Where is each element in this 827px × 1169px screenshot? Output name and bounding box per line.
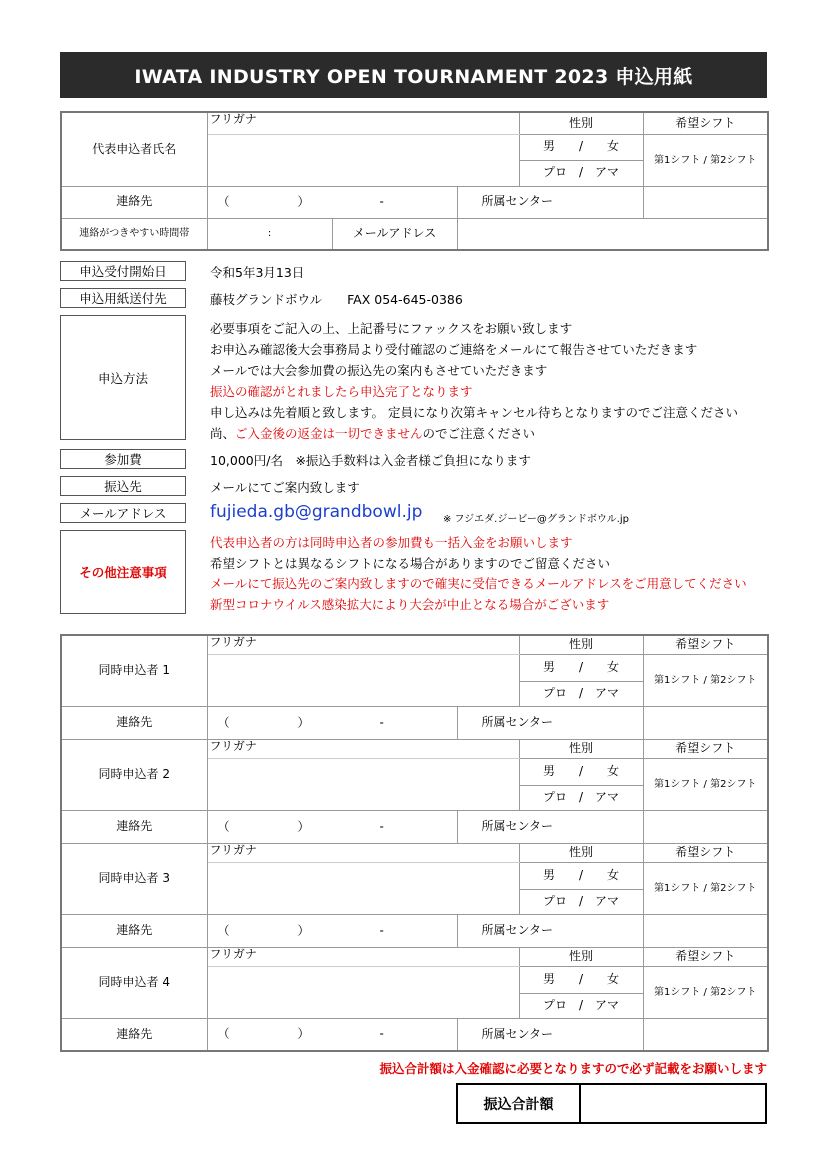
transfer-value: メールにてご案内致します (210, 480, 360, 495)
fee-value: 10,000円/名 ※振込手数料は入金者様ご負担になります (210, 453, 531, 468)
contact-label: 連絡先 (61, 810, 207, 843)
footer-notice: 振込合計額は入金確認に必要となりますので必ず記載をお願いします (379, 1061, 767, 1076)
phone-open: （ (217, 714, 230, 729)
center-field[interactable] (643, 914, 768, 947)
pro-ama-option[interactable]: プロ / アマ (519, 889, 643, 914)
notes-line-2: 希望シフトとは異なるシフトになる場合がありますのでご留意ください (210, 556, 611, 571)
contact-email-link[interactable]: fujieda.gb@grandbowl.jp (210, 502, 423, 522)
center-label: 所属センター (457, 186, 643, 218)
contact-label: 連絡先 (61, 914, 207, 947)
notes-line-3: メールにて振込先のご案内致しますので確実に受信できるメールアドレスをご用意してください (210, 576, 747, 591)
phone-dash: - (379, 922, 384, 937)
center-field[interactable] (643, 810, 768, 843)
phone-field[interactable] (207, 810, 457, 843)
shift-options[interactable]: 第1シフト / 第2シフト (643, 862, 768, 914)
phone-dash: - (379, 818, 384, 833)
start-date-value: 令和5年3月13日 (210, 265, 305, 280)
gender-header: 性別 (519, 947, 643, 966)
notes-line-1: 代表申込者の方は同時申込者の参加費も一括入金をお願いします (210, 535, 573, 550)
pro-ama-option[interactable]: プロ / アマ (519, 993, 643, 1018)
contact-email-label: メールアドレス (60, 503, 186, 523)
gender-male-female[interactable]: 男 / 女 (519, 862, 643, 889)
co-applicant-3-name-field[interactable] (207, 862, 519, 914)
pro-ama-option[interactable]: プロ / アマ (519, 785, 643, 810)
phone-close: ） (297, 922, 310, 937)
email-reading: ※ フジエダ.ジービー@グランドボウル.jp (443, 514, 629, 525)
furigana-label: フリガナ (207, 635, 519, 654)
phone-field[interactable] (207, 1018, 457, 1051)
gender-male-female[interactable]: 男 / 女 (519, 966, 643, 993)
center-label: 所属センター (457, 706, 643, 739)
method-label: 申込方法 (60, 315, 186, 440)
transfer-label: 振込先 (60, 476, 186, 496)
co-applicant-4-label: 同時申込者 4 (61, 947, 207, 1018)
shift-options[interactable]: 第1シフト / 第2シフト (643, 966, 768, 1018)
method-last-prefix: 尚、 (210, 426, 236, 441)
center-label: 所属センター (457, 1018, 643, 1051)
phone-dash: - (379, 714, 384, 729)
co-applicant-2-name-field[interactable] (207, 758, 519, 810)
method-last-red: ご入金後の返金は一切できません (235, 426, 423, 441)
send-to-value: 藤枝グランドボウル FAX 054-645-0386 (210, 292, 463, 307)
phone-open: （ (217, 922, 230, 937)
phone-open: （ (217, 818, 230, 833)
center-label: 所属センター (457, 914, 643, 947)
fee-label: 参加費 (60, 449, 186, 469)
shift-options[interactable]: 第1シフト / 第2シフト (643, 654, 768, 706)
method-line-5: 申し込みは先着順と致します。 定員になり次第キャンセル待ちとなりますのでご注意ください (210, 405, 738, 420)
gender-header: 性別 (519, 843, 643, 862)
phone-close: ） (297, 1026, 310, 1041)
method-line-3: メールでは大会参加費の振込先の案内もさせていただきます (210, 363, 548, 378)
shift-header: 希望シフト (643, 635, 768, 654)
total-amount-field[interactable] (581, 1085, 765, 1122)
furigana-label: フリガナ (207, 947, 519, 966)
email-field[interactable] (457, 218, 768, 250)
gender-header: 性別 (519, 112, 643, 134)
phone-close: ） (297, 714, 310, 729)
co-applicants-table (60, 634, 769, 1052)
shift-header: 希望シフト (643, 739, 768, 758)
shift-header: 希望シフト (643, 843, 768, 862)
phone-dash: - (379, 1026, 384, 1041)
notes-label: その他注意事項 (60, 530, 186, 614)
best-time-label: 連絡がつきやすい時間帯 (61, 218, 207, 250)
co-applicant-3-label: 同時申込者 3 (61, 843, 207, 914)
phone-field[interactable] (207, 186, 457, 218)
email-label: メールアドレス (332, 218, 457, 250)
furigana-label: フリガナ (207, 843, 519, 862)
start-date-label: 申込受付開始日 (60, 261, 186, 281)
total-amount-box (456, 1083, 767, 1124)
representative-name-label: 代表申込者氏名 (61, 112, 207, 186)
shift-options[interactable]: 第1シフト / 第2シフト (643, 134, 768, 186)
method-line-4: 振込の確認がとれましたら申込完了となります (210, 384, 473, 399)
send-to-label: 申込用紙送付先 (60, 288, 186, 308)
phone-field[interactable] (207, 706, 457, 739)
page-title: IWATA INDUSTRY OPEN TOURNAMENT 2023 申込用紙 (60, 52, 767, 98)
furigana-label: フリガナ (207, 112, 519, 134)
phone-dash: - (379, 194, 384, 209)
center-field[interactable] (643, 706, 768, 739)
shift-header: 希望シフト (643, 112, 768, 134)
method-line-1: 必要事項をご記入の上、上記番号にファックスをお願い致します (210, 321, 573, 336)
furigana-label: フリガナ (207, 739, 519, 758)
total-amount-label: 振込合計額 (458, 1085, 581, 1122)
contact-label: 連絡先 (61, 706, 207, 739)
notes-line-4: 新型コロナウイルス感染拡大により大会が中止となる場合がございます (210, 597, 610, 612)
center-label: 所属センター (457, 810, 643, 843)
phone-open: （ (217, 194, 230, 209)
gender-header: 性別 (519, 635, 643, 654)
shift-options[interactable]: 第1シフト / 第2シフト (643, 758, 768, 810)
time-separator: : (267, 228, 272, 240)
method-line-2: お申込み確認後大会事務局より受付確認のご連絡をメールにて報告させていただきます (210, 342, 698, 357)
representative-name-field[interactable] (207, 134, 519, 186)
phone-close: ） (297, 818, 310, 833)
gender-male-female[interactable]: 男 / 女 (519, 654, 643, 681)
pro-ama-option[interactable]: プロ / アマ (519, 681, 643, 706)
co-applicant-1-name-field[interactable] (207, 654, 519, 706)
gender-header: 性別 (519, 739, 643, 758)
shift-header: 希望シフト (643, 947, 768, 966)
gender-male-female[interactable]: 男 / 女 (519, 134, 643, 160)
contact-label: 連絡先 (61, 1018, 207, 1051)
center-field[interactable] (643, 186, 768, 218)
method-last-suffix: のでご注意ください (422, 426, 536, 441)
co-applicant-1-label: 同時申込者 1 (61, 635, 207, 706)
phone-close: ） (297, 194, 310, 209)
contact-label: 連絡先 (61, 186, 207, 218)
co-applicant-2-label: 同時申込者 2 (61, 739, 207, 810)
phone-open: （ (217, 1026, 230, 1041)
phone-field[interactable] (207, 914, 457, 947)
pro-ama-option[interactable]: プロ / アマ (519, 160, 643, 186)
center-field[interactable] (643, 1018, 768, 1051)
co-applicant-4-name-field[interactable] (207, 966, 519, 1018)
method-line-6 (210, 424, 535, 442)
best-time-field[interactable] (207, 218, 332, 250)
representative-table (60, 111, 769, 251)
gender-male-female[interactable]: 男 / 女 (519, 758, 643, 785)
